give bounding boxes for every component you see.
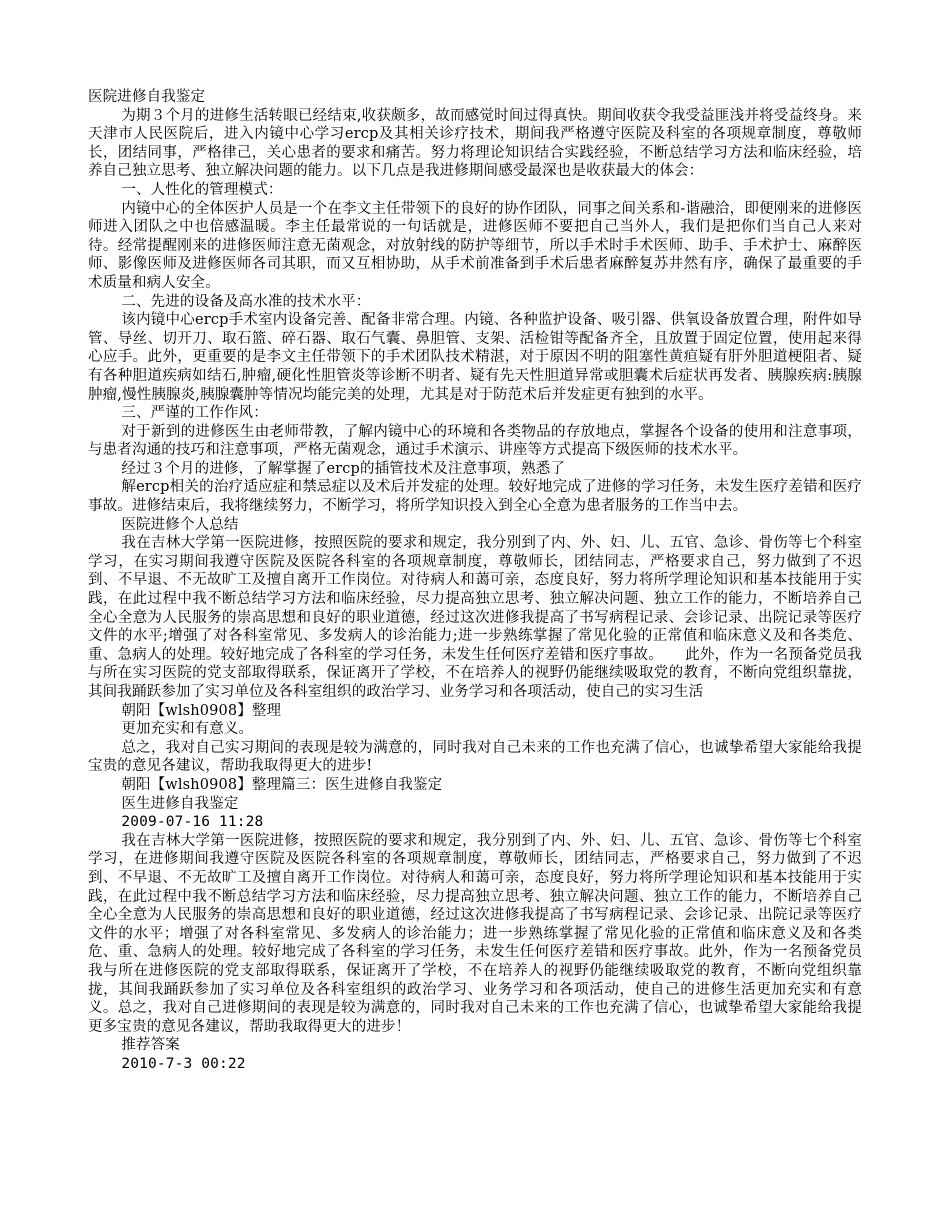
section-heading-equipment: 二、先进的设备及高水准的技术水平： [121,293,371,310]
document-title: 医院进修自我鉴定 [88,89,206,105]
paragraph-ercp-summary: 解ercp相关的治疗适应症和禁忌症以及术后并发症的处理。较好地完成了进修的学习任务，未发生医疗差错和医疗事故。进修结束后，我将继续努力，不断学习，将所学知识投入到全心全意为患者服务的工作当中去。 [88,479,862,515]
timestamp-2010: 2010-7-3 00:22 [121,1055,246,1072]
paragraph-jilin-training: 我在吉林大学第一医院进修，按照医院的要求和规定，我分别到了内、外、妇、儿、五官、急诊、骨伤等七个科室学习，在实习期间我遵守医院及医院各科室的各项规章制度，尊敬师长，团结同志，严格要求自己，努力做到了不迟到、不早退、不无故旷工及擅自离开工作岗位。对待病人和蔼可亲，态度良好，努力将所学理论知识和基本技能用于实践，在此过程中我不断总结学习方法和临床经验，尽力提高独立思考、独立解决问题、独立工作的能力，不断培养自己全心全意为人民服务的崇高思想和良好的职业道德，经过这次进修我提高了书写病程记录、会诊记录、出院记录等医疗文件的水平;增强了对各科室常见、多发病人的诊治能力;进一步熟练掌握了常见化验的正常值和临床意义及和各类危、重、急病人的处理。较好地完成了各科室的学习任务，未发生任何医疗差错和医疗事故。 此外，作为一名预备党员我与所在实习医院的党支部取得联系，保证离开了学校，不在培养人的视野仍能继续吸取党的教育，不断向党组织靠拢，其间我踊跃参加了实习单位及各科室组织的政治学习、业务学习和各项活动，使自己的实习生活 [88,535,862,700]
document-page [88,88,862,1073]
paragraph-equipment: 该内镜中心ercp手术室内设备完善、配备非常合理。内镜、各种监护设备、吸引器、供氧设备放置合理，附件如导管、导丝、切开刀、取石篮、碎石器、取石气囊、鼻胆管、支架、活检钳等配备齐全，且放置于固定位置，使用起来得心应手。此外，更重要的是李文主任带领下的手术团队技术精湛，对于原因不明的阻塞性黄疸疑有肝外胆道梗阻者、疑有各种胆道疾病如结石,肿瘤,硬化性胆管炎等诊断不明者、疑有先天性胆道异常或胆囊术后症状再发者、胰腺疾病:胰腺肿瘤,慢性胰腺炎,胰腺囊肿等情况均能完美的处理，尤其是对于防范术后并发症更有独到的水平。 [88,312,862,403]
section-heading-workstyle: 三、严谨的工作作风： [121,405,268,422]
source-note: 朝阳【wlsh0908】整理 [121,702,282,719]
paragraph-workstyle: 对于新到的进修医生由老师带教，了解内镜中心的环境和各类物品的存放地点，掌握各个设备的使用和注意事项，与患者沟通的技巧和注意事项，严格无菌观念，通过手术演示、讲座等方式提高下级医师的技术水平。 [88,423,862,459]
paragraph-intro: 为期３个月的进修生活转眼已经结束,收获颇多，故而感觉时间过得真快。期间收获令我受益匪浅并将受益终身。来天津市人民医院后，进入内镜中心学习ercp及其相关诊疗技术，期间我严格遵守医院及科室的各项规章制度，尊敬师长，团结同事，严格律己，关心患者的要求和痛苦。努力将理论知识结合实践经验，不断总结学习方法和临床经验，培养自己独立思考、独立解决问题的能力。以下几点是我进修期间感受最深也是收获最大的体会： [88,107,862,180]
subtitle-doctor-assessment: 医生进修自我鉴定 [121,795,239,812]
paragraph-management: 内镜中心的全体医护人员是一个在李文主任带领下的良好的协作团队，同事之间关系和-谐融洽，即便刚来的进修医师进入团队之中也倍感温暖。李主任最常说的一句话就是，进修医师不要把自己当外人，我们是把你们当自己人来对待。经常提醒刚来的进修医师注意无菌观念，对放射线的防护等细节，所以手术时手术医师、助手、手术护士、麻醉医师、影像医师及进修医师各司其职，而又互相协助，从手术前准备到手术后患者麻醉复苏井然有序，确保了最重要的手术质量和病人安全。 [88,200,862,291]
paragraph-doctor-assessment: 我在吉林大学第一医院进修，按照医院的要求和规定，我分别到了内、外、妇、儿、五官、急诊、骨伤等七个科室学习，在进修期间我遵守医院及医院各科室的各项规章制度，尊敬师长，团结同志，严格要求自己，努力做到了不迟到、不早退、不无故旷工及擅自离开工作岗位。对待病人和蔼可亲，态度良好，努力将所学理论知识和基本技能用于实践，在此过程中我不断总结学习方法和临床经验，尽力提高独立思考、独立解决问题、独立工作的能力，不断培养自己全心全意为人民服务的崇高思想和良好的职业道德，经过这次进修我提高了书写病程记录、会诊记录、出院记录等医疗文件的水平；增强了对各科室常见、多发病人的诊治能力；进一步熟练掌握了常见化验的正常值和临床意义及和各类危、重、急病人的处理。较好地完成了各科室的学习任务，未发生任何医疗差错和医疗事故。此外，作为一名预备党员我与所在进修医院的党支部取得联系，保证离开了学校，不在培养人的视野仍能继续吸取党的教育，不断向党组织靠拢，其间我踊跃参加了实习单位及各科室组织的政治学习、业务学习和各项活动，使自己的进修生活更加充实和有意义。总之，我对自己进修期间的表现是较为满意的，同时我对自己未来的工作也充满了信心，也诚挚希望大家能给我提更多宝贵的意见各建议，帮助我取得更大的进步！ [88,832,862,1035]
paragraph-conclusion: 总之，我对自己实习期间的表现是较为满意的，同时我对自己未来的工作也充满了信心，也诚挚希望大家能给我提宝贵的意见各建议，帮助我取得更大的进步! [88,739,862,775]
recommended-answer-label: 推荐答案 [121,1037,180,1054]
paragraph-continuation: 更加充实和有意义。 [121,721,254,738]
paragraph-three-months: 经过３个月的进修，了解掌握了ercp的插管技术及注意事项，熟悉了 [121,460,566,477]
timestamp-2009: 2009-07-16 11:28 [121,814,264,831]
section-heading-personal-summary: 医院进修个人总结 [121,516,239,533]
source-note-part-three: 朝阳【wlsh0908】整理篇三：医生进修自我鉴定 [121,776,443,793]
section-heading-management: 一、人性化的管理模式： [121,181,283,198]
